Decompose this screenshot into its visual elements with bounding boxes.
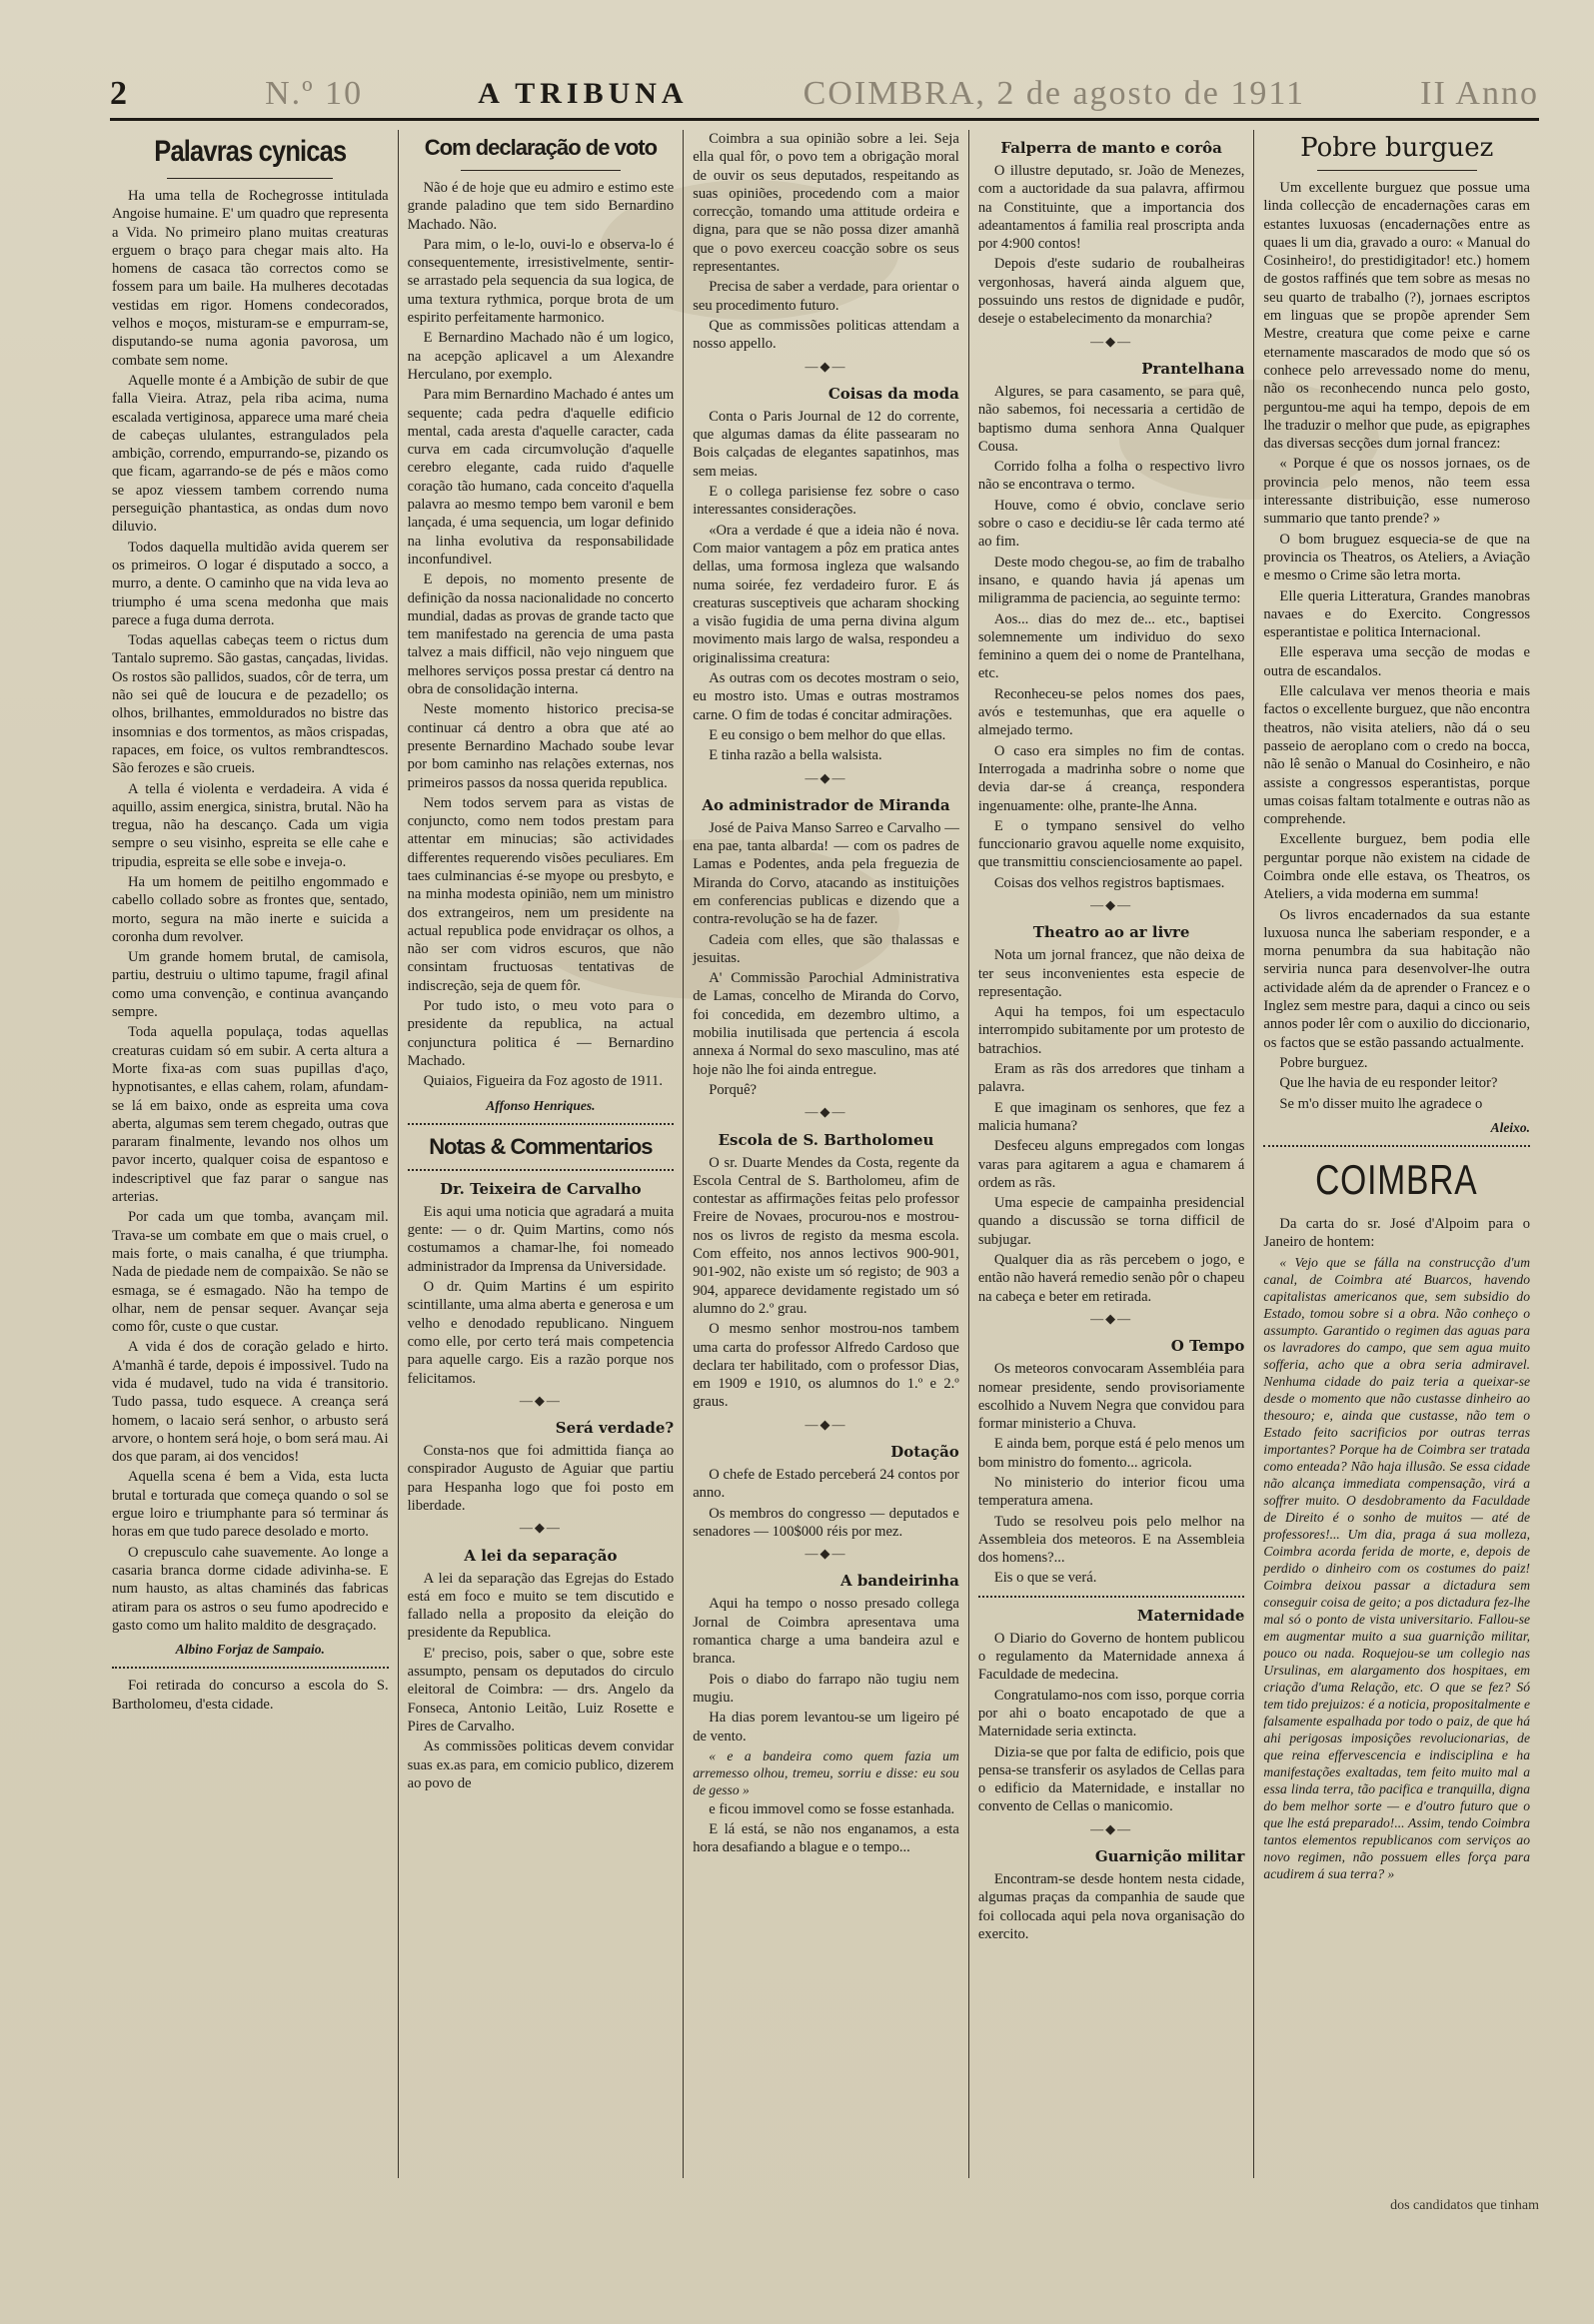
paragraph: Pobre burguez.: [1279, 1054, 1368, 1071]
paragraph: Eram as rãs dos arredores que tinham a palavra.: [977, 1061, 1245, 1096]
divider: [1317, 170, 1477, 171]
masthead-date-ghost: COIMBRA, 2 de agosto de 1911: [802, 75, 1306, 112]
paragraph: E tinha razão a bella walsista.: [709, 747, 882, 764]
paragraph: E depois, no momento presente de definição da nossa nacionalidade no concerto mundial, dadas as provas de grande tacto que tem manifestado na gerencia de uma pasta talvez a mais difficil, não vejo ninguem que melhores serviços possa prestar cá dentro na obra de consolidação interna.: [407, 572, 675, 698]
paragraph: O Diario do Governo de hontem publicou o regulamento da Maternidade annexa á Faculdade de medecina.: [977, 1630, 1245, 1684]
paragraph: Excellente burguez, bem podia elle perguntar porque não existem na cidade de Coimbra onde elle estava, os Theatros, os Ateliers, a vida moderna em summa!: [1263, 831, 1531, 903]
paragraph: Os livros encadernados da sua estante luxuosa nunca lhe saberiam responder, e a morna penumbra da sua habitação não serviria nunca para desenvolver-lhe outra actividade além da de aprender o Francez e o Inglez sem mestre para, daqui a cinco ou seis annos poder lêr com o auxilio do diccionario, os factos que se estão passando actualmente.: [1263, 906, 1531, 1051]
column-5: [1253, 130, 1539, 2178]
paragraph: E eu consigo o bem melhor do que ellas.: [709, 726, 946, 743]
paragraph: O illustre deputado, sr. João de Menezes, com a auctoridade da sua palavra, affirmou na Constituinte, que a importancia dos adeantamentos á familia real proscripta anda por 4:900 contos!: [977, 163, 1245, 253]
paragraph: Nem todos servem para as vistas de conjuncto, como nem todos prestam para attentar em minucias; são actividades differentes requerendo visões peculiares. Em taes culminancias é-se myope ou presbyto, e na minha modesta opinião, nem um ministro dos extrangeiros, nem um presidente na actual republica pode envidraçar os olhos, a não ser com vidros escuros, que não consintam fructuosas tentativas de indiscreção, seja de quem fôr.: [407, 794, 675, 994]
paragraph: Os meteoros convocaram Assembléia para nomear presidente, sendo provisoriamente escolhido a Nuvem Negra que convidou para formar ministerio a Chuva.: [977, 1361, 1245, 1433]
section-heading: Escola de S. Bartholomeu: [718, 1130, 934, 1149]
paragraph: Consta-nos que foi admittida fiança ao conspirador Augusto de Aguiar que partiu para Hespanha logo que foi posto em liberdade.: [407, 1443, 675, 1514]
newspaper-name: A TRIBUNA: [478, 77, 689, 110]
paragraph: E lá está, se não nos enganamos, a esta hora desafiando a blague e o tempo...: [693, 1821, 959, 1856]
section-heading: Dotação: [890, 1443, 959, 1461]
paragraph: Todas aquellas cabeças teem o rictus dum Tantalo supremo. São gastas, cançadas, lividas. Os rostos são pallidos, suados, côr de terra, um não sei quê de loucura e de pezadello; os olhos, brilhantes, emmoldurados no bistre das insomnias e dos tormentos, as mãos crispadas, rapaces, em foice, os vultos rembrandtescos. São ferozes e são crueis.: [112, 632, 389, 777]
section-heading: Falperra de manto e corôa: [1000, 139, 1222, 157]
article-title-palavras-cynicas: Palavras cynicas: [154, 135, 347, 168]
paragraph: Aqui ha tempos, foi um espectaculo interrompido subitamente por um protesto de batrachios.: [977, 1004, 1245, 1057]
paragraph: Coimbra a sua opinião sobre a lei. Seja ella qual fôr, o povo tem a obrigação moral de ouvir os seus deputados, respeitando as suas opiniões, procedendo com a maior correcção, tomando uma attitude ordeira e digna, para que se não possa dizer amanhã que o povo exerceu coacção sobre os seus representantes.: [693, 131, 959, 276]
paragraph: E que imaginam os senhores, que fez a malicia humana?: [977, 1099, 1245, 1134]
paragraph: «Ora a verdade é que a ideia não é nova. Com maior vantagem a pôz em pratica antes dellas, uma formosa ingleza que walsando numa soirée, fez verdadeiro furor. E ás creaturas susceptiveis que acharam shocking a visão fugidia de uma perna divina algum movimento mais largo de walsa, respondeu a originalissima creatura:: [693, 522, 959, 666]
paragraph: Para mim Bernardino Machado é antes um sequente; cada pedra d'aquelle edificio mental, cada aresta d'aquelle caracter, cada curva em cada circumvolução d'aquelle cerebro elegante, cada ruido d'aquelle coração tão humano, cada conceito d'aquella palavra ao mesmo tempo bem varonil e bem lançada, é uma sequencia, um logar definido na linha evolutiva da responsabilidade inconfundivel.: [407, 387, 675, 568]
section-title-notas-commentarios: Notas & Commentarios: [429, 1133, 653, 1159]
ornament-divider: —◆—: [804, 1416, 847, 1432]
column-2: [398, 130, 684, 2178]
ornament-divider: —◆—: [519, 1520, 562, 1536]
ornament-divider: —◆—: [1090, 896, 1133, 912]
quoted-verse: « e a bandeira como quem fazia um arremesso olhou, tremeu, sorriu e disse: eu sou de gesso »: [693, 1747, 959, 1797]
paragraph: As outras com os decotes mostram o seio, eu mostro isto. Umas e outras mostramos carne. O fim de todas é concitar admirações.: [693, 670, 959, 723]
paragraph: O chefe de Estado perceberá 24 contos por anno.: [693, 1467, 959, 1502]
paragraph: Para mim, o le-lo, ouvi-lo e observa-lo é consequentemente, irresistivelmente, sentir-se arrastado pela sequencia da sua logica, de uma textura rythmica, porque brota de um espirito perfeitamente harmonico.: [407, 236, 675, 327]
page-number: 2: [110, 75, 127, 112]
paragraph: Houve, como é obvio, conclave serio sobre o caso e decidiu-se lêr cada termo até ao fim.: [977, 497, 1245, 551]
paragraph: Que as commissões politicas attendam a nosso appello.: [693, 317, 959, 353]
paragraph: Uma especie de campainha presidencial quando a discussão se torna difficil de subjugar.: [977, 1195, 1245, 1248]
paragraph: Cadeia com elles, que são thalassas e jesuitas.: [693, 931, 959, 966]
paragraph: e ficou immovel como se fosse estanhada.: [709, 1800, 955, 1817]
ornament-divider: —◆—: [804, 358, 847, 374]
paragraph: Conta o Paris Journal de 12 do corrente, que algumas damas da élite passearam no Bois calçadas de elegantes sapatinhos, mas sem meias.: [693, 408, 959, 480]
divider: [408, 1123, 675, 1125]
paragraph: Dizia-se que por falta de edificio, pois que pensa-se transferir os asylados de Cellas para o edificio da Maternidade, e installar no convento de Cellas o manicomio.: [977, 1743, 1245, 1815]
section-heading: A lei da separação: [464, 1546, 618, 1565]
paragraph: Elle calculava ver menos theoria e mais factos o excellente burguez, que não encontra theatros, não visita ateliers, não dá o seu passeio de aeroplano com o credo na bocca, não lê senão o Manual do Cosinheiro, e não assiste a congressos esperantistas, porque umas coisas faltam totalmente e outras não as comprehende.: [1263, 683, 1531, 828]
paragraph: E' preciso, pois, saber o que, sobre este assumpto, pensam os deputados do circulo eleitoral de Coimbra: — drs. Angelo da Fonseca, Antonio Leitão, Luiz Rosette e Pires de Carvalho.: [407, 1645, 675, 1735]
paragraph: Aqui ha tempo o nosso presado collega Jornal de Coimbra apresentava uma romantica charge a uma bandeira azul e branca.: [693, 1596, 959, 1668]
paragraph: Os membros do congresso — deputados e senadores — 100$000 réis por mez.: [693, 1505, 959, 1540]
article-body: [112, 187, 389, 1635]
paragraph: O crepusculo cahe suavemente. Ao longe a casaria branca dorme cidade adivinha-se. E num hausto, as altas chaminés das fabricas atiram para os astros o seu fumo apodrecido e gasto como um halito maldito de desgraçado.: [112, 1544, 389, 1634]
ornament-divider: —◆—: [804, 769, 847, 785]
paragraph: Que lhe havia de eu responder leitor?: [1279, 1075, 1498, 1092]
paragraph: E Bernardino Machado não é um logico, na acepção aplicavel a um Alexandre Herculano, por exemplo.: [407, 330, 675, 383]
paragraph: E ainda bem, porque está é pelo menos um bom ministro do fomento... agricola.: [977, 1436, 1245, 1471]
paragraph: Tudo se resolveu pois pelo melhor na Assembleia dos meteoros. E na Assembleia dos homens?...: [977, 1513, 1245, 1567]
section-heading: Prantelhana: [1141, 359, 1245, 378]
paragraph: O caso era simples no fim de contas. Interrogada a madrinha sobre o nome que devia dar-se á creança, respondera ingenuamente: olhe, prante-lhe Anna.: [977, 742, 1245, 814]
divider: [112, 1667, 389, 1669]
paragraph: Aquella scena é bem a Vida, esta lucta brutal e torturada que começa quando o sol se ergue loiro e triumphante para só terminar ás horas em que tudo parece desolado e morto.: [112, 1469, 389, 1541]
dateline: Quiaios, Figueira da Foz agosto de 1911.: [423, 1073, 664, 1090]
paragraph: « Porque é que os nossos jornaes, os de provincia pelo menos, não teem essa interessante distribuição, esse numeroso summario que tanto prende? »: [1263, 456, 1531, 528]
section-heading: Dr. Teixeira de Carvalho: [440, 1179, 642, 1198]
paragraph: As commissões politicas devem convidar suas ex.as para, em comicio publico, dizerem ao povo de: [407, 1739, 675, 1791]
paragraph: Nota um jornal francez, que não deixa de ter seus inconvenientes esta especie de representação.: [977, 947, 1245, 1000]
paragraph: Pois o diabo do farrapo não tugiu nem mugiu.: [693, 1671, 959, 1706]
footer-note: Foi retirada do concurso a escola do S. Bartholomeu, d'esta cidade.: [112, 1678, 389, 1713]
footer-fragment: dos candidatos que tinham: [1390, 2198, 1539, 2213]
ornament-divider: —◆—: [1090, 1820, 1133, 1836]
paragraph: Corrido folha a folha o respectivo livro não se encontrava o termo.: [977, 459, 1245, 494]
author-signature: Affonso Henriques.: [486, 1097, 596, 1113]
paragraph: Ha uma tella de Rochegrosse intitulada Angoise humaine. E' um quadro que representa a Vida. No primeiro plano muitas creaturas erguem o braço para chegar mais alto. Ha homens de casaca tão correctos como se fossem para um baile. Ha mulheres decotadas vestidas em rigor. Homens condecorados, velhos e moços, misturam-se e empurram-se, disputando-se numa agonia pavorosa, um combate sem nome.: [112, 188, 389, 369]
columns: [112, 130, 1539, 2178]
divider: [167, 178, 333, 179]
ornament-divider: —◆—: [804, 1546, 847, 1562]
paragraph: Da carta do sr. José d'Alpoim para o Janeiro de hontem:: [1263, 1216, 1531, 1251]
paragraph: Depois d'este sudario de roubalheiras vergonhosas, haverá ainda alguem que, possuindo uns restos de dignidade e pudôr, deseje o estabelecimento da monarchia?: [977, 256, 1245, 328]
section-heading: A bandeirinha: [839, 1572, 959, 1591]
paragraph: A vida é dos de coração gelado e hirto. A'manhã é tarde, depois é impossivel. Tudo na vida é mudavel, tudo na vida é transitorio. Tudo passa, tudo esquece. A creança será homem, o lacaio será senhor, o arbusto será arvore, o hontem será hoje, o bom será mau. Ai dos que param, ai dos vencidos!: [112, 1339, 389, 1466]
author-signature: Albino Forjaz de Sampaio.: [175, 1642, 325, 1658]
paragraph: O mesmo senhor mostrou-nos tambem uma carta do professor Alfredo Cardoso que declara ter habilitado, com o professor Dias, em 1909 e 1910, os alumnos do 1.º e 2.º graus.: [693, 1321, 959, 1411]
column-4: [968, 130, 1254, 2178]
ornament-divider: —◆—: [1090, 1310, 1133, 1326]
paragraph: Um grande homem brutal, de camisola, partiu, destruiu o ultimo tapume, fragil afinal como uma convenção, e continua avançando sempre.: [112, 949, 389, 1021]
ornament-divider: —◆—: [1090, 333, 1133, 349]
paragraph: Qualquer dia as rãs percebem o jogo, e então não haverá remedio senão pôr o chapeu na cabeça e beter em retirada.: [977, 1252, 1245, 1305]
paragraph: A lei da separação das Egrejas do Estado está em foco e muito se tem discutido e fallado nella a proposito da eleição do presidente da Republica.: [407, 1570, 675, 1642]
article-title-pobre-burguez: Pobre burguez: [1300, 133, 1494, 163]
divider: [978, 1596, 1245, 1598]
paragraph: Porquê?: [709, 1081, 758, 1098]
article-title-declaracao-voto: Com declaração de voto: [424, 135, 658, 160]
paragraph: Elle esperava uma secção de modas e outra de escandalos.: [1263, 644, 1531, 679]
author-signature: Aleixo.: [1490, 1119, 1531, 1135]
paragraph: Reconheceu-se pelos nomes dos paes, avós e testemunhas, que era aquelle o almejado termo.: [977, 685, 1245, 739]
section-heading: Theatro ao ar livre: [1032, 923, 1190, 942]
section-heading: Guarnição militar: [1094, 1847, 1245, 1866]
paragraph: Elle queria Litteratura, Grandes manobras navaes e do Exercito. Congressos esperantistae e politica Internacional.: [1263, 587, 1531, 641]
paragraph: O bom bruguez esquecia-se de que na provincia os Theatros, os Ateliers, a Aviação e mesmo o Crime são letra morta.: [1263, 531, 1531, 584]
section-heading: O Tempo: [1170, 1337, 1245, 1356]
paragraph: E o tympano sensivel do velho funccionario gravou aquelle nome exquisito, que transmittiu conscienciosamente ao papel.: [977, 817, 1245, 871]
paragraph: Um excellente burguez que possue uma linda collecção de encadernações caras em estantes luxuosas (encadernações entre as quaes li um dia, gravado a ouro: « Manual do Cosinheiro!, do prestidigitador! etc.) homem de gostos raffinés que tem sobre as mesas no seu quarto de trabalho (?), jornaes escriptos em linguas que se propõe aprender Sem Mestre, creatura que come peixe e carne eternamente mascarados de modo que só os conhece pelo arrevessado nome do menu, não os reconhecendo nunca pelo gosto, perguntou-me aqui ha tempo, depois de em lhe traduzir o melhor que pude, as epigraphes das diversas secções dum jornal francez:: [1263, 180, 1531, 453]
section-heading: Maternidade: [1136, 1606, 1245, 1625]
paragraph: Precisa de saber a verdade, para orientar o seu procedimento futuro.: [693, 279, 959, 314]
paragraph: Neste momento historico precisa-se continuar cá dentro a obra que até ao presente Bernardino Machado soube levar por bom caminho nas relações externas, nos primeiros passos da nossa querida republica.: [407, 701, 675, 791]
ornament-divider: —◆—: [804, 1104, 847, 1120]
paragraph: A tella é violenta e verdadeira. A vida é aquillo, assim energica, sinistra, brutal. Não ha tregua, não ha descanço. Cada um vigia sempre o seu visinho, espreita se elle cahe e tripudia, espreita se elle sobe e inveja-o.: [112, 780, 389, 870]
paragraph: Ha dias porem levantou-se um ligeiro pé de vento.: [693, 1710, 959, 1744]
column-1: [112, 130, 398, 2178]
paragraph: E o collega parisiense fez sobre o caso interessantes considerações.: [693, 484, 959, 519]
divider: [461, 170, 621, 171]
paragraph: Deste modo chegou-se, ao fim de trabalho insano, e quando havia já apenas um miligramma de paciencia, ao seguinte termo:: [977, 554, 1245, 607]
section-heading: Ao administrador de Miranda: [702, 795, 950, 814]
paragraph: Eis o que se verá.: [993, 1570, 1097, 1587]
paragraph: Aquelle monte é a Ambição de subir de que falla Vieira. Atraz, pela riba acima, numa escalada vertiginosa, apparece uma maré cheia de cabeças ululantes, estrangulados pela ambição, correndo, empurrando-se, pizando os que ficam, agarrando-se de pés e mãos como se apoz viessem tambem correndo numa perseguição phantastica, as ondas dum novo diluvio.: [112, 372, 389, 536]
paragraph: A' Commissão Parochial Administrativa de Lamas, concelho de Miranda do Corvo, foi concedida, em dezembro ultimo, a mobilia inutilisada que pertencia á escola annexa á Normal do sexo masculino, mas até hoje não lhe foi ainda entregue.: [693, 970, 959, 1078]
masthead-year-ghost: II Anno: [1420, 75, 1539, 112]
paragraph: Algures, se para casamento, se para quê, não sabemos, foi necessaria a certidão de baptismo duma senhora Anna Qualquer Cousa.: [977, 383, 1245, 455]
paragraph: Se m'o disser muito lhe agradece o: [1279, 1095, 1483, 1112]
column-3: [683, 130, 968, 2178]
quoted-letter: « Vejo que se fálla na construcção d'um canal, de Coimbra até Buarcos, havendo capitalistas americanos que, sem subsidio do Estado, tomou sobre si a obra. Não conheço o assumpto. Garantido o regimen das aguas para os lavradores do campo, que sem agua muito sofferia, acho que a obra seria admiravel. Nenhuma cidade do paiz teria a queixar-se desde o momento que não custasse dinheiro ao thesouro; e, ainda que custasse, não tem o Estado feito sacrificios por outras terras importantes? Porque ha de Coimbra ser tratada como enteada? Não haja illusão. Se essa cidade não alcança immediata compensação, virá a soffrer muito. O desdobramento da Faculdade de Direito é o sonho de muitos — até de professores!... Um dia, praga á sua molleza, Coimbra acorda ferida de morte, e, depois de perdido o dinheiro com os costumes do paiz! Coimbra deixou passar a dictadura sem conseguir coisa de geito; a pos dictadura fez-lhe mal só o ponto de vista universitario. Fallou-se em augmentar muito a sua guarnição militar, pouco ou nada. Roquejou-se um collegio nas Ursulinas, em alargamento dos hospitaes, em criação d'uma Relação, etc. O que se fez? Só tem tido prejuizos: é a noticia, propositalmente e falsamente espalhada por todo o paiz, de que há ahi perigosas imposições revolucionarias, de que reina effervescencia e indisciplina e ha manifestações exaltadas, tem feito muito mal a essa linda terra, tão pacifica e tranquilla, digna do bem melhor sorte — e d'outro futuro que o que lhe está preparado!... Assim, tendo Coimbra tantos elementos republicanos com serviços ao novo regimen, não possuem elles força para acudirem á sua terra? »: [1263, 1254, 1531, 1881]
section-title-coimbra: COIMBRA: [1315, 1156, 1478, 1204]
paragraph: Eis aqui uma noticia que agradará a muita gente: — o dr. Quim Martins, como nós costumamos a chamar-lhe, foi nomeado administrador da Imprensa da Universidade.: [407, 1203, 675, 1275]
paragraph: Coisas dos velhos registros baptismaes.: [993, 874, 1225, 891]
section-heading: Coisas da moda: [827, 384, 959, 403]
paragraph: Desfeceu alguns empregados com longas varas para agitarem a agua e chamarem á ordem as rãs.: [977, 1138, 1245, 1191]
masthead: [110, 70, 1539, 121]
paragraph: No ministerio do interior ficou uma temperatura amena.: [977, 1475, 1245, 1510]
paragraph: José de Paiva Manso Sarreo e Carvalho — ena pae, tanta albarda! — com os padres de Lamas e Podentes, anda pela freguezia de Miranda do Corvo, atacando as instituições em conferencias publicas e dizendo que a contra-revolução se ha de fazer.: [693, 819, 959, 928]
paragraph: Todos daquella multidão avida querem ser os primeiros. O logar é disputado a socco, a murro, a dente. O caminho que na vida leva ao triumpho é uma scena medonha que mais parece a fuga duma derrota.: [112, 539, 389, 628]
section-heading: Será verdade?: [555, 1419, 675, 1438]
paragraph: Toda aquella populaça, todas aquellas creaturas cuidam só em subir. A certa altura a Morte fixa-as com suas pupillas d'aço, hypnotisantes, e ellas cahem, rolam, afundam-se lá em baixo, onde as espreita uma cova aberta, algumas sem terem chegado, outras que pararam finalmente, levando nos olhos um pavor incerto, qualquer coisa de espantoso e indescriptivel que faz parar o sangue nas arterias.: [112, 1024, 389, 1206]
paragraph: O sr. Duarte Mendes da Costa, regente da Escola Central de S. Bartholomeu, afim de contestar as affirmações feitas pelo professor Freire de Novaes, procurou-nos e mostrou-nos os livros de registo da mesma escola. Com effeito, nos annos lectivos 900-901, 901-902, não existe um só registo; de 903 a 904, apparece devidamente registado um só alumno do 2.º grau.: [693, 1154, 959, 1317]
masthead-issue-ghost: N.º 10: [265, 75, 364, 112]
paragraph: Aos... dias do mez de... etc., baptisei solemnemente um individuo do sexo feminino a quem dei o nome de Prantelhana, etc.: [977, 610, 1245, 682]
divider: [408, 1169, 675, 1171]
paragraph: O dr. Quim Martins é um espirito scintillante, uma alma aberta e generosa e um velho e denodado republicano. Ninguem como elle, por certo terá mais competencia para aquelle cargo. Eis a razão porque nos felicitamos.: [407, 1279, 675, 1387]
paragraph: Não é de hoje que eu admiro e estimo este grande paladino que tem sido Bernardino Machado. Não.: [407, 180, 675, 233]
paragraph: Por tudo isto, o meu voto para o presidente da republica, na actual conjunctura politica é — Bernardino Machado.: [407, 998, 675, 1069]
paragraph: Congratulamo-nos com isso, porque corria por ahi o boato encapotado de que a Maternidade seria extincta.: [977, 1687, 1245, 1741]
paragraph: Por cada um que tomba, avançam mil. Trava-se um combate em que o mais cruel, o mais forte, o mais canalha, é que triumpha. Nada de piedade nem de compaixão. Se não se esmaga, se é esmagado. Não ha tempo de olhar, nem de pensar sequer. Avançar seja como fôr, custe o que custar.: [112, 1209, 389, 1336]
ornament-divider: —◆—: [519, 1392, 562, 1408]
divider: [1263, 1145, 1530, 1147]
paragraph: Ha um homem de peitilho engommado e cabello collado sobre as frontes que, sentado, morto, segura na mão inerte e suicida a coronha dum revolver.: [112, 873, 389, 945]
paragraph: Encontram-se desde hontem nesta cidade, algumas praças da companhia de saude que foi collocada aqui pela nova organisação do exercito.: [977, 1871, 1245, 1942]
